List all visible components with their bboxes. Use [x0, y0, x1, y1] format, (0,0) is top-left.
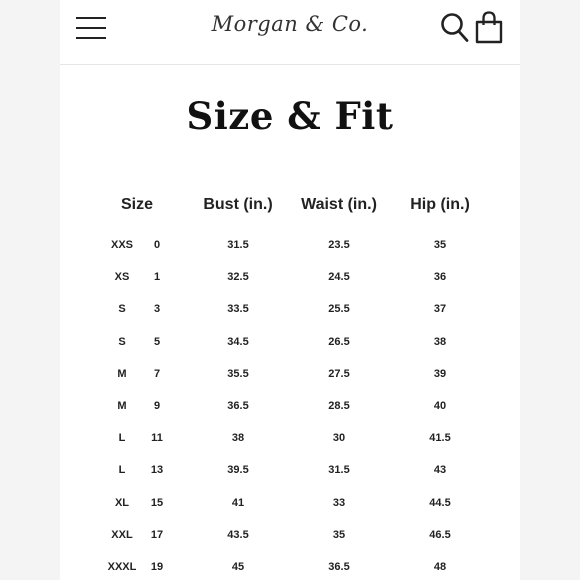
size-number: 3	[153, 303, 161, 316]
shopping-bag-icon[interactable]	[474, 10, 504, 44]
waist-value: 35	[332, 528, 346, 541]
bust-value: 39.5	[227, 464, 249, 477]
waist-value: 36.5	[328, 561, 350, 573]
size-number: 7	[153, 367, 161, 380]
bust-value: 31.5	[227, 239, 249, 251]
hamburger-menu-icon[interactable]	[76, 15, 106, 41]
hip-value: 35	[433, 239, 447, 251]
size-label: M	[117, 367, 127, 380]
waist-value: 33	[332, 496, 346, 509]
table-row	[60, 303, 520, 323]
bust-value: 43.5	[227, 528, 249, 541]
size-label: XL	[114, 496, 130, 509]
table-row	[60, 400, 520, 420]
table-row	[60, 271, 520, 291]
size-number: 5	[153, 335, 161, 348]
table-row	[60, 561, 520, 580]
page-margin-right	[520, 0, 580, 580]
size-label: L	[118, 432, 126, 445]
waist-value: 25.5	[328, 303, 350, 316]
header-size: Size	[120, 196, 154, 213]
table-row	[60, 432, 520, 452]
size-label: XXXL	[107, 561, 137, 573]
waist-value: 28.5	[328, 400, 350, 412]
size-label: XXS	[110, 239, 134, 251]
hip-value: 40	[433, 400, 447, 412]
waist-value: 31.5	[328, 464, 350, 477]
header-bust: Bust (in.)	[203, 196, 273, 213]
size-number: 11	[151, 432, 163, 445]
table-row	[60, 336, 520, 356]
bust-value: 34.5	[227, 335, 249, 348]
size-number: 13	[150, 464, 164, 477]
waist-value: 30	[332, 432, 346, 445]
waist-value: 23.5	[328, 239, 350, 251]
bust-value: 35.5	[227, 367, 249, 380]
hip-value: 48	[433, 561, 447, 573]
size-number: 15	[150, 496, 164, 509]
waist-value: 24.5	[328, 271, 350, 284]
brand-logo[interactable]: Morgan & Co.	[211, 12, 369, 36]
size-number: 0	[153, 239, 161, 251]
table-row	[60, 529, 520, 549]
hip-value: 44.5	[429, 496, 451, 509]
bust-value: 41	[231, 496, 245, 509]
size-label: XS	[114, 271, 130, 284]
size-label: L	[118, 464, 126, 477]
waist-value: 26.5	[328, 335, 350, 348]
header-waist: Waist (in.)	[301, 196, 377, 213]
hip-value: 36	[433, 271, 447, 284]
hip-value: 39	[433, 367, 447, 380]
table-row	[60, 239, 520, 259]
bust-value: 36.5	[227, 400, 249, 412]
size-label: S	[118, 303, 126, 316]
table-row	[60, 497, 520, 517]
table-row	[60, 464, 520, 484]
bust-value: 45	[231, 561, 245, 573]
bust-value: 38	[231, 432, 245, 445]
table-row	[60, 368, 520, 388]
bust-value: 33.5	[227, 303, 249, 316]
hip-value: 38	[433, 335, 447, 348]
size-label: M	[117, 400, 127, 412]
size-label: S	[118, 335, 126, 348]
hip-value: 37	[433, 303, 447, 316]
size-number: 1	[153, 271, 161, 284]
page-content	[60, 0, 520, 580]
search-icon[interactable]	[440, 12, 470, 44]
size-number: 17	[150, 528, 164, 541]
size-label: XXL	[111, 528, 133, 541]
hip-value: 46.5	[429, 528, 451, 541]
size-number: 19	[150, 561, 164, 573]
page-title: Size & Fit	[186, 94, 394, 138]
waist-value: 27.5	[328, 367, 350, 380]
size-number: 9	[153, 400, 161, 412]
header-hip: Hip (in.)	[410, 196, 470, 213]
hip-value: 43	[433, 464, 447, 477]
page-margin-left	[0, 0, 60, 580]
site-header	[60, 0, 520, 65]
hip-value: 41.5	[429, 432, 451, 445]
bust-value: 32.5	[227, 271, 249, 284]
